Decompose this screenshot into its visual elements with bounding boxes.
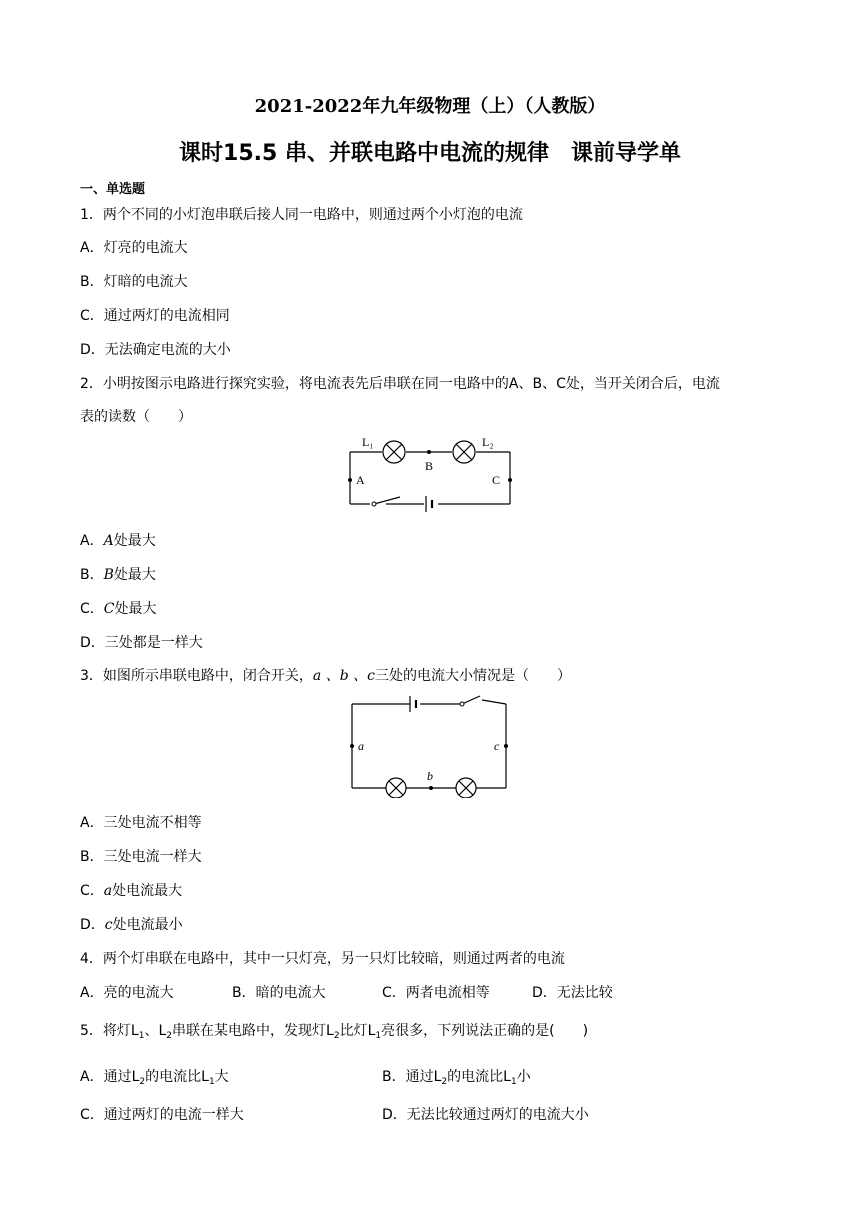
q3-stem: 3．如图所示串联电路中，闭合开关，a 、b 、c三处的电流大小情况是（ ） <box>80 668 571 684</box>
q3-option-b: B．三处电流一样大 <box>80 849 202 865</box>
q1-option-d: D．无法确定电流的大小 <box>80 342 231 358</box>
q5-option-c: C．通过两灯的电流一样大 <box>80 1107 244 1123</box>
q2-option-a: A．A处最大 <box>80 533 156 549</box>
q2-option-b: B．B处最大 <box>80 567 156 583</box>
q2-circuit-diagram <box>340 432 520 520</box>
section-heading: 一、单选题 <box>80 182 146 197</box>
q2-label-c: C <box>492 473 501 487</box>
q5-stem: 5．将灯$L_1$、$L_2$串联在某电路中，发现灯$L_2$比灯$L_1$亮很多，下列说法正确的是( ) <box>80 1023 589 1041</box>
q5-option-d: D．无法比较通过两灯的电流大小 <box>382 1107 589 1123</box>
q2-option-d: D．三处都是一样大 <box>80 635 203 651</box>
q1-option-c: C．通过两灯的电流相同 <box>80 308 230 324</box>
q3-option-c: C．a处电流最大 <box>80 883 183 899</box>
q3-option-a: A．三处电流不相等 <box>80 815 202 831</box>
q2-label-b: B <box>425 459 434 473</box>
q3-label-c: c <box>494 739 500 753</box>
page-subtitle: 课时15.5 串、并联电路中电流的规律 课前导学单 <box>179 141 681 166</box>
page-title: 2021-2022年九年级物理（上）（人教版） <box>254 96 606 117</box>
q2-label-a: A <box>356 473 365 487</box>
q2-stem-line1: 2．小明按图示电路进行探究实验，将电流表先后串联在同一电路中的A、B、C处，当开关闭合后，电流 <box>80 376 720 392</box>
q2-stem-line2: 表的读数（ ） <box>80 409 192 425</box>
q4-option-d: D．无法比较 <box>532 985 613 1001</box>
q3-circuit-diagram <box>344 692 514 798</box>
q1-stem: 1．两个不同的小灯泡串联后接人同一电路中，则通过两个小灯泡的电流 <box>80 207 523 223</box>
q2-label-l2: L₂ <box>482 435 494 449</box>
q1-option-a: A．灯亮的电流大 <box>80 240 188 256</box>
q3-option-d: D．c处电流最小 <box>80 917 183 933</box>
q3-label-a: a <box>358 739 364 753</box>
q2-option-c: C．C处最大 <box>80 601 157 617</box>
q4-option-c: C．两者电流相等 <box>382 985 490 1001</box>
q5-option-a: A．通过$L_2$的电流比$L_1$大 <box>80 1069 229 1087</box>
q4-option-b: B．暗的电流大 <box>232 985 326 1001</box>
q2-label-l1: L₁ <box>362 435 374 449</box>
q4-option-a: A．亮的电流大 <box>80 985 174 1001</box>
q4-stem: 4．两个灯串联在电路中，其中一只灯亮，另一只灯比较暗，则通过两者的电流 <box>80 951 565 967</box>
q5-option-b: B．通过$L_2$的电流比$L_1$小 <box>382 1069 531 1087</box>
q1-option-b: B．灯暗的电流大 <box>80 274 188 290</box>
q3-label-b: b <box>427 769 433 783</box>
